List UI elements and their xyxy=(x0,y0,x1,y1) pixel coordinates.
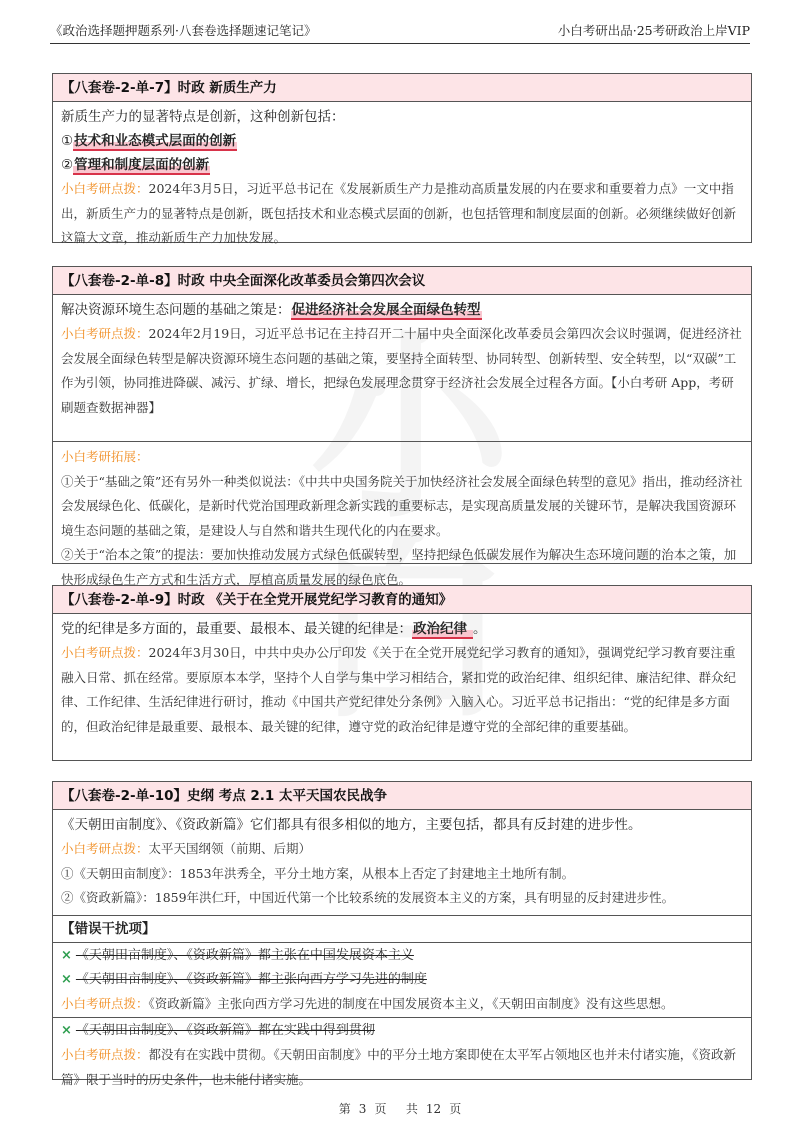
answer-option-2: ②管理和制度层面的创新 xyxy=(61,157,210,173)
header-right-brand: 小白考研出品·25考研政治上岸VIP xyxy=(557,23,750,38)
distractor-section-title: 【错误干扰项】 xyxy=(61,920,156,937)
tip-paragraph: 小白考研点拨：2024年2月19日，习近平总书记在主持召开二十届中央全面深化改革委员会第四次会议时强调，促进经济社会发展全面绿色转型是解决资源环境生态问题的基础之策，要坚持全面转型、协同转型、创新转型、安全转型，以“双碳”工作为引领，协同推进降碳、减污、扩绿、增长，把绿色发展理念贯穿于经济社会发展全过程各方面。【小白考研 App，考研刷题查数据神器】 xyxy=(61,326,742,415)
tip-paragraph: 小白考研点拨：太平天国纲领（前期、后期） xyxy=(61,841,312,856)
cross-icon: × xyxy=(61,1023,72,1038)
tip-paragraph: 小白考研点拨：《资政新篇》主张向西方学习先进的制度在中国发展资本主义，《天朝田亩制度》没有这些思想。 xyxy=(61,995,674,1011)
tip-label: 小白考研点拨： xyxy=(61,1047,149,1062)
answer-highlight: 政治纪律 xyxy=(412,621,473,639)
tip-label: 小白考研点拨： xyxy=(61,645,149,660)
header-left-title: 《政治选择题押题系列·八套卷选择题速记笔记》 xyxy=(50,23,317,38)
question-title: 【八套卷-2-单-7】时政 新质生产力 xyxy=(53,74,751,102)
cross-icon: × xyxy=(61,971,72,987)
extension-point-1: ①关于“基础之策”还有另外一种类似说法：《中共中央国务院关于加快经济社会发展全面绿色转型的意见》指出，推动经济社会发展绿色化、低碳化，是新时代党治国理政新理念新实践的重要标志，是实现高质量发展的关键环节，是解决我国资源环境生态问题的基础之策，是建设人与自然和谐共生现代化的内在要求。 xyxy=(61,473,743,538)
wrong-option-2: × 《天朝田亩制度》、《资政新篇》都主张向西方学习先进的制度 xyxy=(61,971,427,987)
page-number: 3 xyxy=(358,1102,367,1116)
key-point-2: ②《资政新篇》：1859年洪仁玕，中国近代第一个比较系统的发展资本主义的方案，具有明显的反封建进步性。 xyxy=(61,890,675,905)
tip-label: 小白考研点拨： xyxy=(61,326,149,341)
answer-option-1: ①技术和业态模式层面的创新 xyxy=(61,133,237,149)
tip-paragraph: 小白考研点拨：都没有在实践中贯彻。《天朝田亩制度》中的平分土地方案即使在太平军占领地区也并未付诸实施，《资政新篇》限于当时的历史条件，也未能付诸实施。 xyxy=(61,1047,737,1087)
tip-paragraph: 小白考研点拨：2024年3月5日，习近平总书记在《发展新质生产力是推动高质量发展的内在要求和重要着力点》一文中指出，新质生产力的显著特点是创新，既包括技术和业态模式层面的创新，也包括管理和制度层面的创新。必须继续做好创新这篇大文章，推动新质生产力加快发展。 xyxy=(61,181,737,245)
tip-label: 小白考研点拨： xyxy=(61,181,149,196)
question-card-q10 xyxy=(52,781,752,1087)
question-title: 【八套卷-2-单-10】史纲 考点 2.1 太平天国农民战争 xyxy=(53,782,751,810)
page-footer: 第 3 页 共 12 页 xyxy=(338,1102,462,1116)
question-stem: 《天朝田亩制度》、《资政新篇》它们都具有很多相似的地方，主要包括，都具有反封建的进步性。 xyxy=(61,817,642,833)
key-point-1: ①《天朝田亩制度》：1853年洪秀全，平分土地方案，从根本上否定了封建地主土地所有制。 xyxy=(61,865,575,881)
question-card-q7 xyxy=(52,73,752,243)
extension-label: 小白考研拓展： xyxy=(61,449,149,464)
cross-icon: × xyxy=(61,947,72,963)
question-title: 【八套卷-2-单-9】时政 《关于在全党开展党纪学习教育的通知》 xyxy=(53,586,751,614)
extension-point-2: ②关于“治本之策”的提法：要加快推动发展方式绿色低碳转型，坚持把绿色低碳发展作为解决生态环境问题的治本之策，加快形成绿色生产方式和生活方式，厚植高质量发展的绿色底色。 xyxy=(61,547,737,587)
total-pages: 12 xyxy=(425,1102,442,1116)
answer-highlight: 管理和制度层面的创新 xyxy=(74,157,210,173)
question-stem: 党的纪律是多方面的，最重要、最根本、最关键的纪律是：政治纪律 。 xyxy=(61,621,487,637)
question-stem: 解决资源环境生态问题的基础之策是：促进经济社会发展全面绿色转型 xyxy=(61,302,481,318)
question-stem: 新质生产力的显著特点是创新，这种创新包括： xyxy=(61,109,345,125)
question-card-q8 xyxy=(52,266,752,587)
tip-paragraph: 小白考研点拨：2024年3月30日，中共中央办公厅印发《关于在全党开展党纪学习教育的通知》，强调党纪学习教育要注重融入日常、抓在经常。要原原本本学，坚持个人自学与集中学习相结合，紧扣党的政治纪律、组织纪律、廉洁纪律、群众纪律、工作纪律、生活纪律进行研讨，推动《中国共产党纪律处分条例》入脑入心。习近平总书记指出：“党的纪律是多方面的，但政治纪律是最重要、最根本、最关键的纪律，遵守党的政治纪律是遵守党的全部纪律的重要基础。 xyxy=(61,645,737,734)
question-card-q9 xyxy=(52,585,752,761)
tip-label: 小白考研点拨： xyxy=(61,995,149,1011)
answer-highlight: 技术和业态模式层面的创新 xyxy=(74,133,237,149)
answer-highlight: 促进经济社会发展全面绿色转型 xyxy=(291,302,481,318)
tip-label: 小白考研点拨： xyxy=(61,841,149,856)
page-header xyxy=(50,18,750,44)
question-title: 【八套卷-2-单-8】时政 中央全面深化改革委员会第四次会议 xyxy=(53,267,751,295)
wrong-option-1: × 《天朝田亩制度》、《资政新篇》都主张在中国发展资本主义 xyxy=(61,947,414,963)
wrong-option-3: × 《天朝田亩制度》、《资政新篇》都在实践中得到贯彻 xyxy=(61,1023,375,1038)
